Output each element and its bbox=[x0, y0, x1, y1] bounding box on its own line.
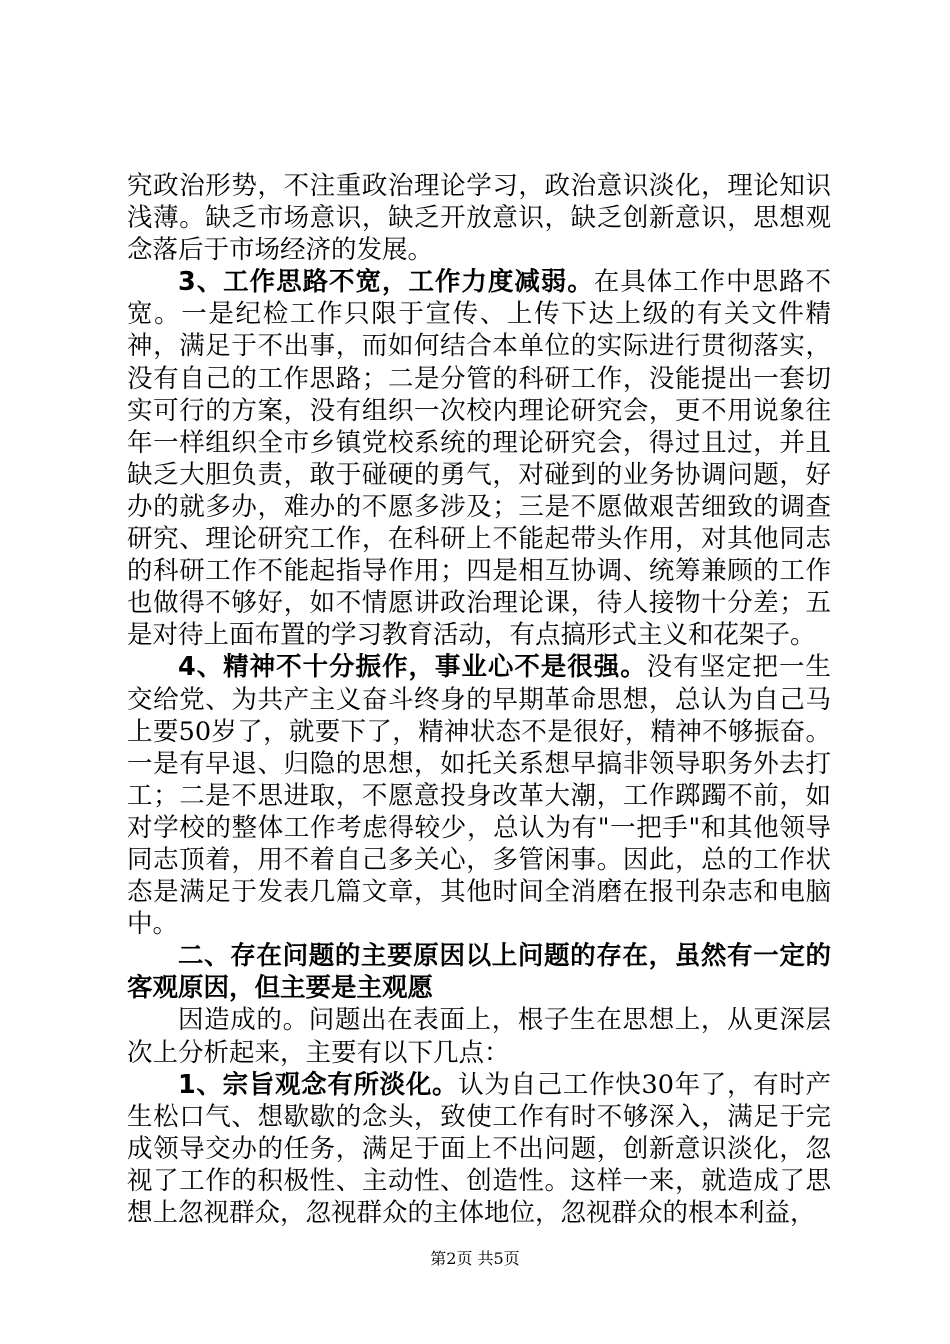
paragraph-5 bbox=[127, 1004, 831, 1068]
paragraph-text: 因造成的。问题出在表面上，根子生在思想上，从更深层次上分析起来，主要有以下几点： bbox=[127, 1005, 831, 1068]
paragraph-3 bbox=[127, 651, 831, 940]
paragraph-heading: 1、宗旨观念有所淡化。 bbox=[178, 1069, 459, 1100]
page-footer bbox=[0, 1246, 950, 1269]
paragraph-heading: 3、工作思路不宽，工作力度减弱。 bbox=[178, 267, 594, 298]
document-body bbox=[127, 170, 831, 1229]
paragraph-text: 在具体工作中思路不宽。一是纪检工作只限于宣传、上传下达上级的有关文件精神，满足于不出事，而如何结合本单位的实际进行贯彻落实，没有自己的工作思路；二是分管的科研工作，没能提出一套切实可行的方案，没有组织一次校内理论研究会，更不用说象往年一样组织全市乡镇党校系统的理论研究会，得过且过，并且缺乏大胆负责，敢于碰硬的勇气，对碰到的业务协调问题，好办的就多办，难办的不愿多涉及；三是不愿做艰苦细致的调查研究、理论研究工作，在科研上不能起带头作用，对其他同志的科研工作不能起指导作用；四是相互协调、统筹兼顾的工作也做得不够好，如不情愿讲政治理论课，待人接物十分差；五是对待上面布置的学习教育活动，有点搞形式主义和花架子。 bbox=[127, 267, 831, 651]
page-number: 第2页 共5页 bbox=[430, 1249, 520, 1268]
section-heading bbox=[127, 940, 831, 1004]
paragraph-text: 认为自己工作快30年了，有时产生松口气、想歇歇的念头，致使工作有时不够深入，满足于完成领导交办的任务，满足于面上不出问题，创新意识淡化，忽视了工作的积极性、主动性、创造性。这样一来，就造成了思想上忽视群众，忽视群众的主体地位，忽视群众的根本利益， bbox=[127, 1069, 831, 1228]
section-heading-text: 二、存在问题的主要原因以上问题的存在，虽然有一定的客观原因，但主要是主观愿 bbox=[127, 941, 831, 1004]
paragraph-heading: 4、精神不十分振作，事业心不是很强。 bbox=[178, 652, 647, 683]
paragraph-1 bbox=[127, 170, 831, 266]
paragraph-2 bbox=[127, 266, 831, 651]
paragraph-text: 究政治形势，不注重政治理论学习，政治意识淡化，理论知识浅薄。缺乏市场意识，缺乏开放意识，缺乏创新意识，思想观念落后于市场经济的发展。 bbox=[127, 171, 831, 266]
paragraph-text: 没有坚定把一生交给党、为共产主义奋斗终身的早期革命思想，总认为自己马上要50岁了，就要下了，精神状态不是很好，精神不够振奋。一是有早退、归隐的思想，如托关系想早搞非领导职务外去打工；二是不思进取，不愿意投身改革大潮，工作踯躅不前，如对学校的整体工作考虑得较少，总认为有"一把手"和其他领导同志顶着，用不着自己多关心，多管闲事。因此，总的工作状态是满足于发表几篇文章，其他时间全消磨在报刊杂志和电脑中。 bbox=[127, 652, 831, 940]
paragraph-6 bbox=[127, 1069, 831, 1229]
